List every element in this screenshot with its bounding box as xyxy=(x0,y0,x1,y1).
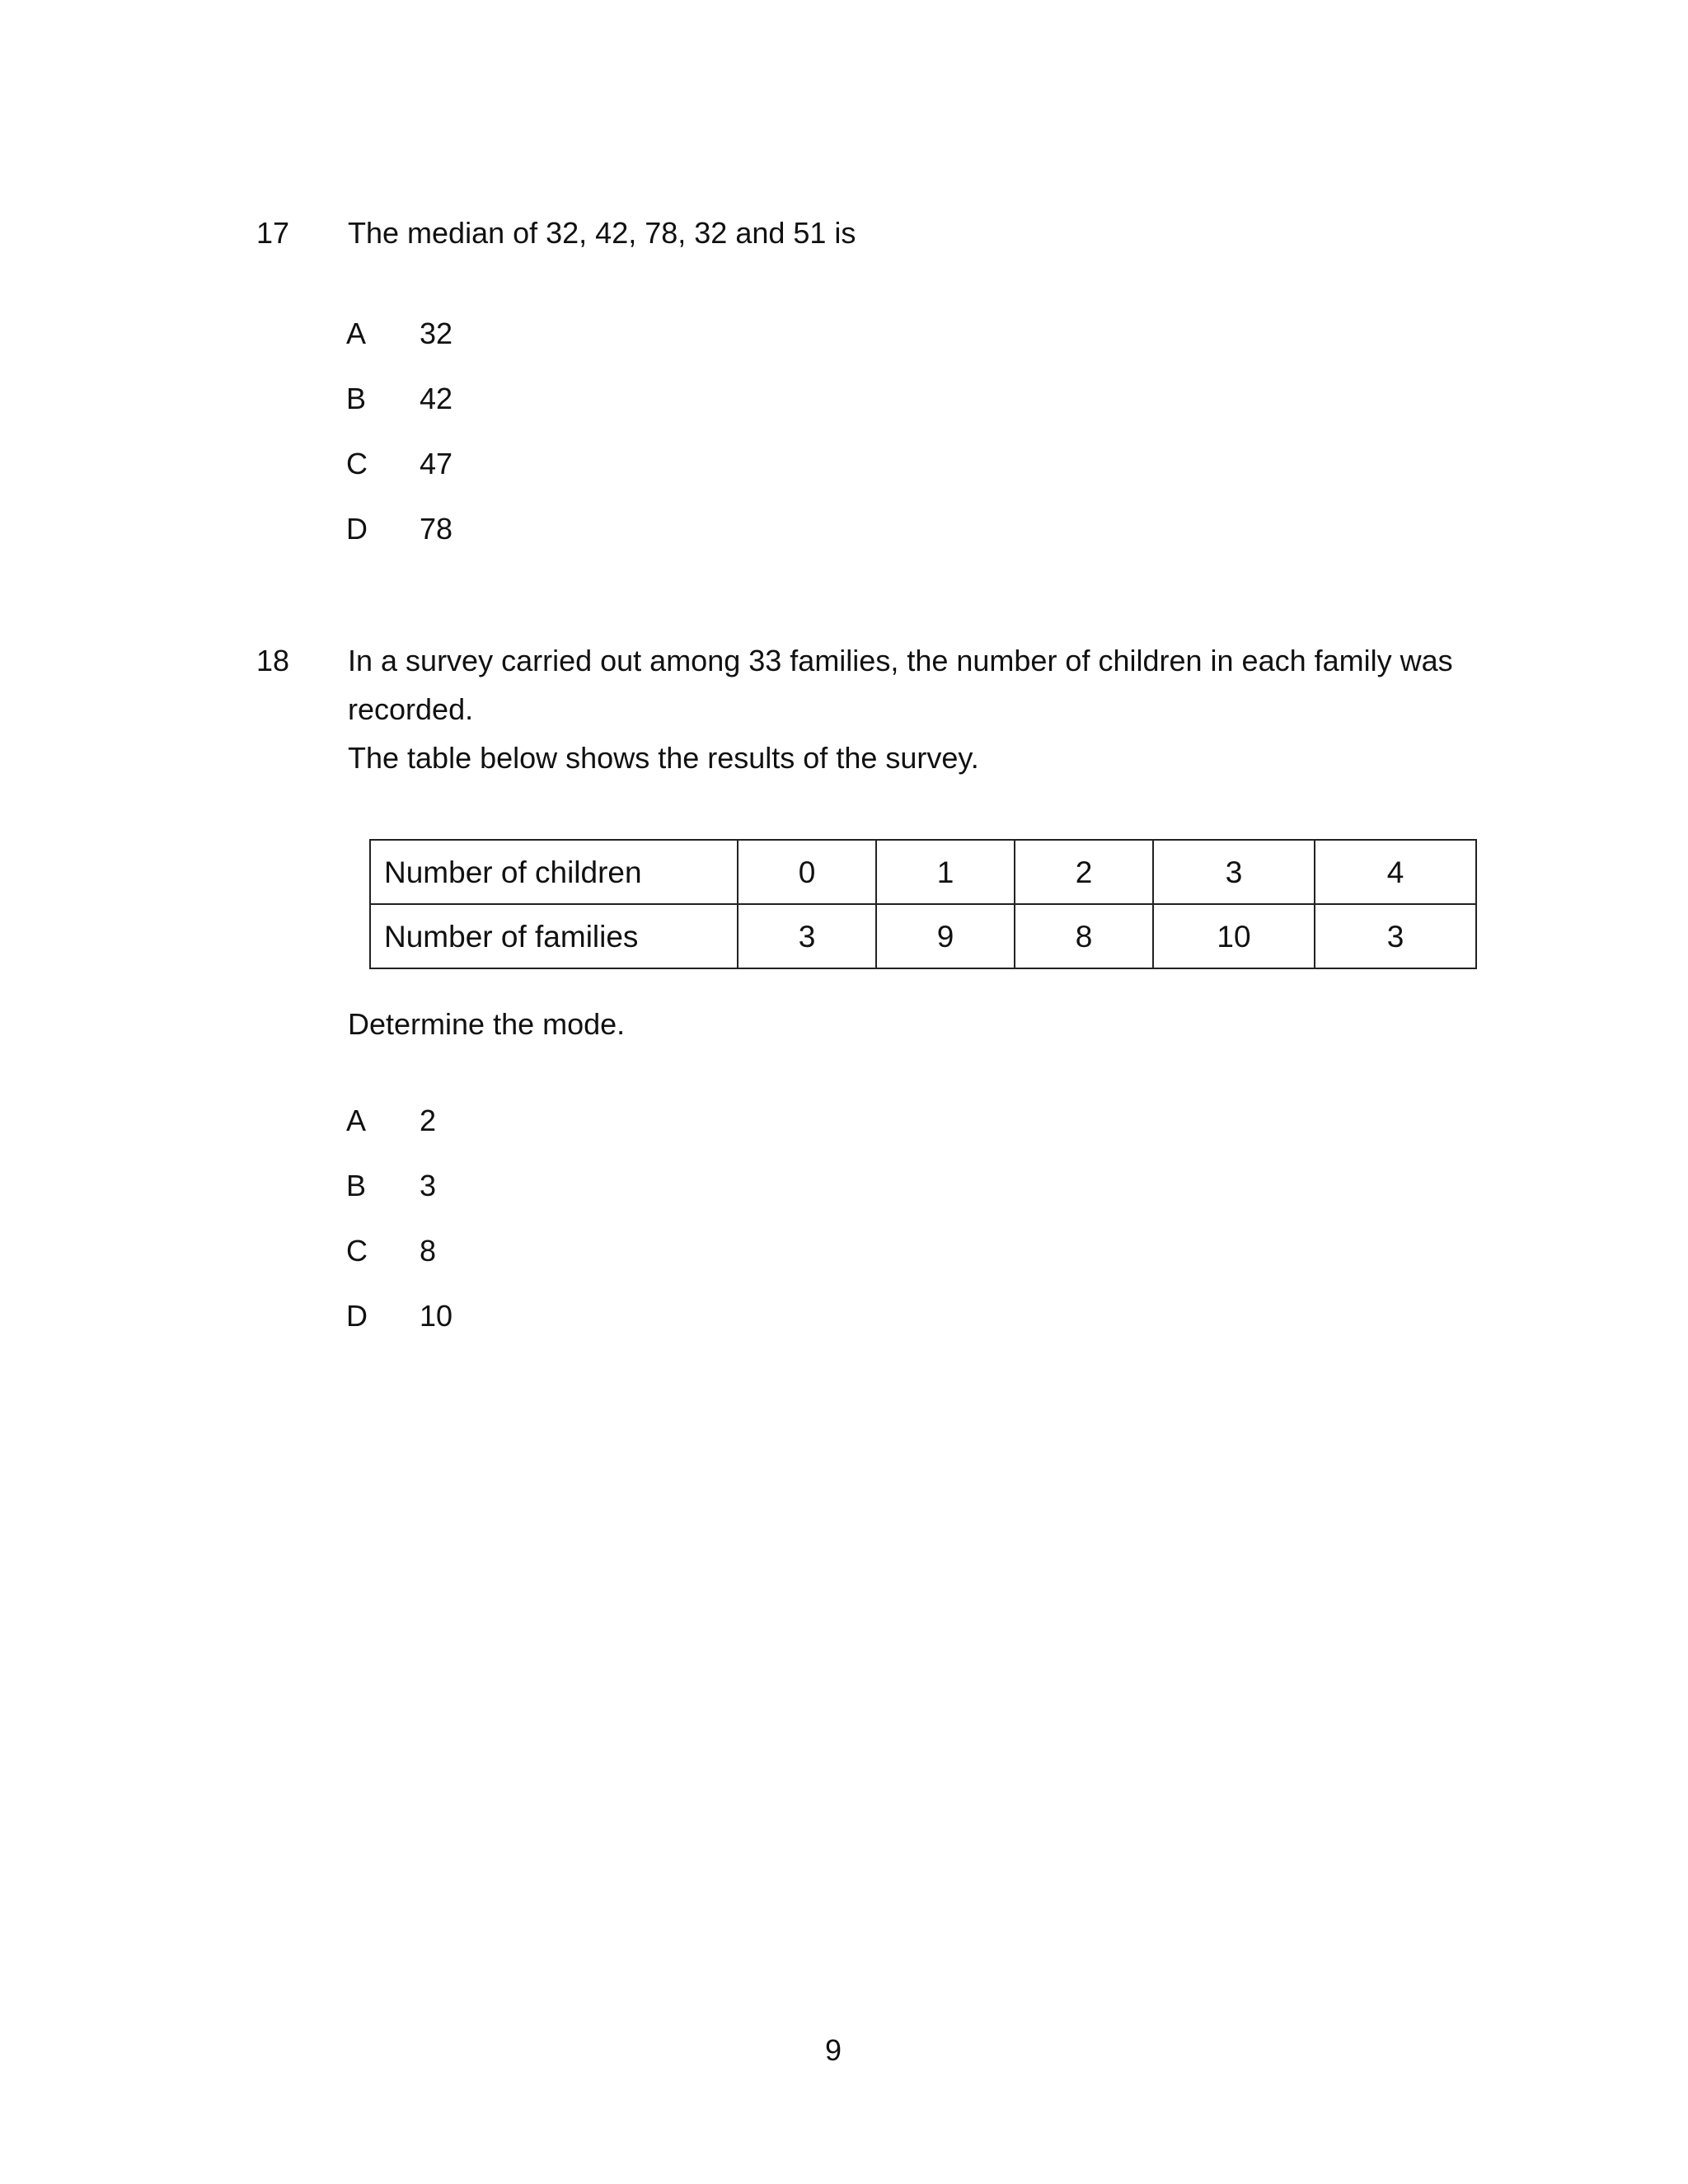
table-cell: 2 xyxy=(1015,840,1153,904)
question-number: 17 xyxy=(256,216,290,250)
option-value: 47 xyxy=(420,447,453,480)
option-letter: C xyxy=(346,447,368,480)
question-instruction: Determine the mode. xyxy=(348,1007,626,1041)
option-letter: C xyxy=(346,1234,368,1268)
option-value: 78 xyxy=(420,512,453,546)
option-letter: D xyxy=(346,1299,368,1333)
table-cell: 3 xyxy=(1315,904,1476,968)
question-stem-line: recorded. xyxy=(348,692,474,726)
table-row-label: Number of children xyxy=(370,840,738,904)
table-cell: 4 xyxy=(1315,840,1476,904)
option-letter: D xyxy=(346,512,368,546)
table-cell: 3 xyxy=(738,904,876,968)
table-row xyxy=(370,840,1476,904)
option-value: 3 xyxy=(420,1169,437,1202)
table-cell: 9 xyxy=(876,904,1015,968)
table-cell: 8 xyxy=(1015,904,1153,968)
option-value: 32 xyxy=(420,316,453,350)
table-cell: 3 xyxy=(1153,840,1315,904)
option-value: 8 xyxy=(420,1234,437,1268)
table-cell: 0 xyxy=(738,840,876,904)
option-value: 10 xyxy=(420,1299,453,1333)
question-stem-line: The table below shows the results of the survey. xyxy=(348,741,979,775)
table-cell: 10 xyxy=(1153,904,1315,968)
option-letter: A xyxy=(346,1104,367,1137)
question-number: 18 xyxy=(256,644,290,677)
question-stem-line: In a survey carried out among 33 families, the number of children in each family was xyxy=(348,644,1453,677)
page-number: 9 xyxy=(824,2033,842,2067)
table-row xyxy=(370,904,1476,968)
survey-table xyxy=(369,839,1477,969)
option-letter: B xyxy=(346,382,367,415)
option-letter: A xyxy=(346,316,367,350)
option-letter: B xyxy=(346,1169,367,1202)
table-cell: 1 xyxy=(876,840,1015,904)
question-stem: The median of 32, 42, 78, 32 and 51 is xyxy=(348,216,856,250)
option-value: 2 xyxy=(420,1104,437,1137)
table-row-label: Number of families xyxy=(370,904,738,968)
option-value: 42 xyxy=(420,382,453,415)
